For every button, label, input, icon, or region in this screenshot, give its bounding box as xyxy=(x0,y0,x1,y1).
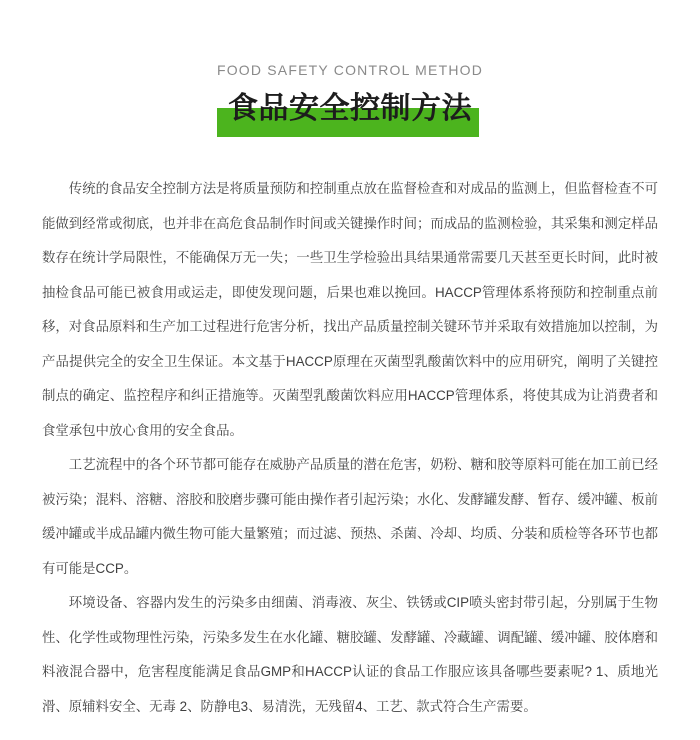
paragraph-environment-pollution: 环境设备、容器内发生的污染多由细菌、消毒液、灰尘、铁锈或CIP喷头密封带引起，分别属于生物性、化学性或物理性污染，污染多发生在水化罐、糖胶罐、发酵罐、冷藏罐、调配罐、缓冲罐、胶体磨和料液混合器中，危害程度能满足食品GMP和HACCP认证的食品工作服应该具备哪些要素呢? 1、质地光滑、原辅料安全、无毒 2、防静电3、易清洗，无残留4、工艺、款式符合生产需要。 xyxy=(42,595,658,714)
paragraph-intro-haccp: 传统的食品安全控制方法是将质量预防和控制重点放在监督检查和对成品的监测上，但监督检查不可能做到经常或彻底，也并非在高危食品制作时间或关键操作时间；而成品的监测检验，其采集和测定样品数存在统计学局限性，不能确保万无一失；一些卫生学检验出具结果通常需要几天甚至更长时间，此时被抽检食品可能已被食用或运走，即使发现问题，后果也难以挽回。HACCP管理体系将预防和控制重点前移，对食品原料和生产加工过程进行危害分析，找出产品质量控制关键环节并采取有效措施加以控制，为产品提供完全的安全卫生保证。本文基于HACCP原理在灭菌型乳酸菌饮料中的应用研究，阐明了关键控制点的确定、监控程序和纠正措施等。灭菌型乳酸菌饮料应用HACCP管理体系，将使其成为让消费者和食堂承包中放心食用的安全食品。 xyxy=(42,181,658,438)
english-subtitle: FOOD SAFETY CONTROL METHOD xyxy=(216,62,484,78)
title-row xyxy=(0,88,700,130)
article-body xyxy=(42,172,658,724)
title-wrap xyxy=(228,88,472,130)
paragraph-process-hazards: 工艺流程中的各个环节都可能存在威胁产品质量的潜在危害，奶粉、糖和胶等原料可能在加工前已经被污染；混料、溶糖、溶胶和胶磨步骤可能由操作者引起污染；水化、发酵罐发酵、暂存、缓冲罐、板前缓冲罐或半成品罐内微生物可能大量繁殖；而过滤、预热、杀菌、冷却、均质、分装和质检等各环节也都有可能是CCP。 xyxy=(42,457,658,576)
page-title: 食品安全控制方法 xyxy=(228,92,472,125)
